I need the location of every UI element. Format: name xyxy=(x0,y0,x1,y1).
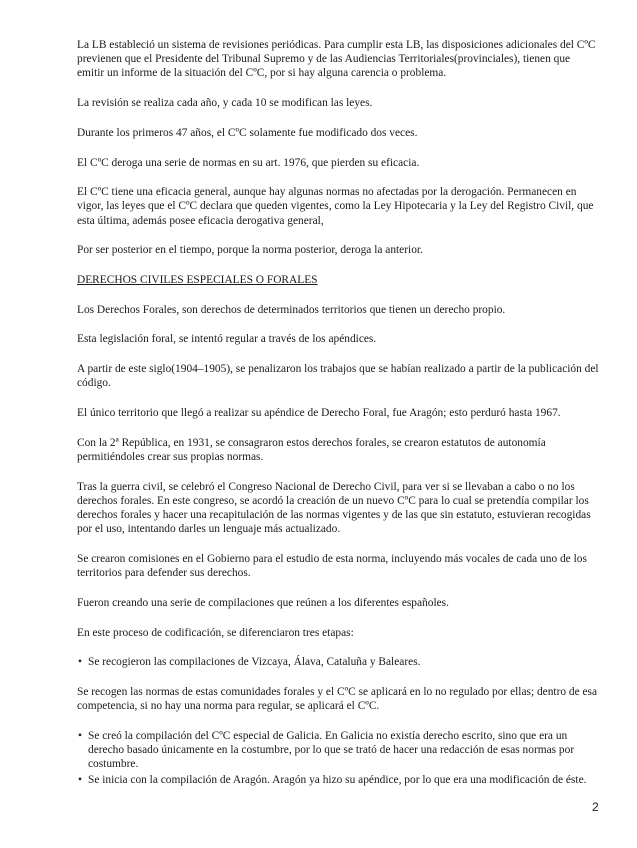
paragraph: Tras la guerra civil, se celebró el Congreso Nacional de Derecho Civil, para ver si se llevaban a cabo o no los derechos forales. En este congreso, se acordó la creación de un nuevo CºC para lo cual se pretendía compilar los derechos forales y hacer una recapitulación de las normas vigentes y de las que sin estatuto, estuvieran recogidas por el uso, intentando darles un lenguaje más actualizado. xyxy=(77,480,591,536)
paragraph: Con la 2ª República, en 1931, se consagraron estos derechos forales, se crearon estatutos de autonomía permitiéndoles crear sus propias normas. xyxy=(77,436,546,463)
paragraph: El único territorio que llegó a realizar su apéndice de Derecho Foral, fue Aragón; esto perduró hasta 1967. xyxy=(77,407,561,420)
list-item xyxy=(77,729,599,772)
list-item-text: Se recogieron las compilaciones de Vizcaya, Álava, Cataluña y Baleares. xyxy=(88,656,421,669)
paragraph: La revisión se realiza cada año, y cada 10 se modifican las leyes. xyxy=(77,97,373,110)
bullet-list xyxy=(77,655,599,669)
paragraph: Durante los primeros 47 años, el CºC solamente fue modificado dos veces. xyxy=(77,126,418,139)
paragraph: Esta legislación foral, se intentó regular a través de los apéndices. xyxy=(77,333,377,346)
section-heading: DERECHOS CIVILES ESPECIALES O FORALES xyxy=(77,274,318,287)
list-item xyxy=(77,773,599,787)
paragraph: Se recogen las normas de estas comunidades forales y el CºC se aplicará en lo no regulado por ellas; dentro de esa competencia, si no hay una norma para regular, se aplicará el CºC. xyxy=(77,685,598,713)
list-item-text: Se inicia con la compilación de Aragón. Aragón ya hizo su apéndice, por lo que era una modificación de éste. xyxy=(88,773,587,786)
paragraph: Fueron creando una serie de compilaciones que reúnen a los diferentes españoles. xyxy=(77,596,449,609)
page-number: 2 xyxy=(592,800,599,814)
paragraph: El CºC tiene una eficacia general, aunque hay algunas normas no afectadas por la derogación. Permanecen en vigor, las leyes que el CºC declara que queden vigentes, como la Ley Hipotecaria y la Ley del Registro Civil, que esta última, además posee eficacia derogativa general, xyxy=(77,186,594,227)
paragraph: La LB estableció un sistema de revisiones periódicas. Para cumplir esta LB, las disposiciones adicionales del CºC previenen que el Presidente del Tribunal Supremo y de las Audiencias Territoriales(provinciales), tienen que emitir un informe de la situación del CºC, por si hay alguna carencia o problema. xyxy=(77,39,596,80)
list-item xyxy=(77,655,599,669)
paragraph: Se crearon comisiones en el Gobierno para el estudio de esta norma, incluyendo más vocales de cada uno de los territorios para defender sus derechos. xyxy=(77,552,587,580)
paragraph: A partir de este siglo(1904–1905), se penalizaron los trabajos que se habían realizado a partir de la publicación del código. xyxy=(77,363,599,390)
paragraph: El CºC deroga una serie de normas en su art. 1976, que pierden su eficacia. xyxy=(77,156,420,169)
bullet-icon: • xyxy=(78,729,82,742)
paragraph: Los Derechos Forales, son derechos de determinados territorios que tienen un derecho propio. xyxy=(77,303,506,316)
list-item-text: Se creó la compilación del CºC especial de Galicia. En Galicia no existía derecho escrito, sino que era un derecho basado únicamente en la costumbre, por lo que se trató de hacer una redacción de esas normas por costumbre. xyxy=(88,729,575,771)
document-page xyxy=(77,38,599,802)
bullet-list xyxy=(77,729,599,787)
paragraph: En este proceso de codificación, se diferenciaron tres etapas: xyxy=(77,626,354,639)
paragraph: Por ser posterior en el tiempo, porque la norma posterior, deroga la anterior. xyxy=(77,244,423,257)
bullet-icon: • xyxy=(78,773,82,786)
bullet-icon: • xyxy=(78,656,82,669)
